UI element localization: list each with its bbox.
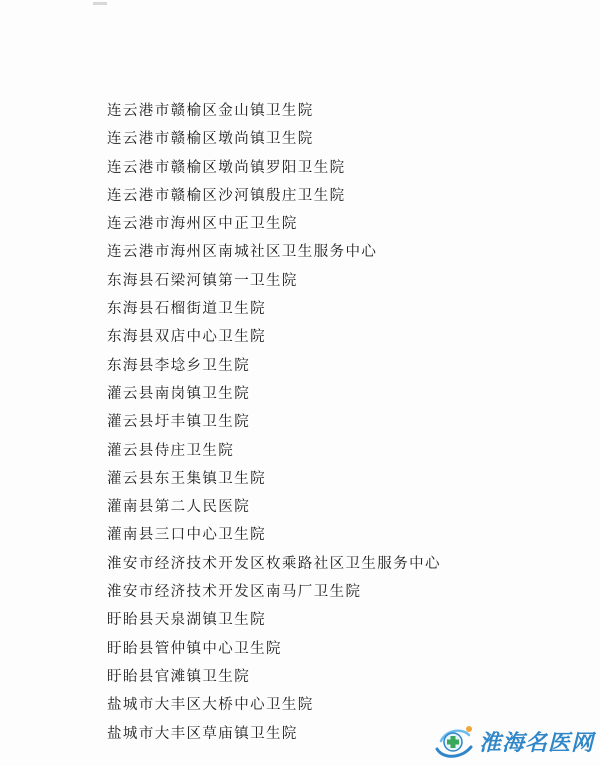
list-item: 淮安市经济技术开发区枚乘路社区卫生服务中心 [107, 555, 441, 572]
list-item: 东海县双店中心卫生院 [107, 329, 266, 346]
list-item: 盐城市大丰区大桥中心卫生院 [107, 697, 314, 714]
scan-mark [93, 2, 107, 5]
list-item: 盐城市大丰区草庙镇卫生院 [107, 725, 298, 742]
list-item: 东海县石榴街道卫生院 [107, 301, 266, 318]
list-item: 灌云县圩丰镇卫生院 [107, 414, 251, 431]
list-item: 盱眙县管仲镇中心卫生院 [107, 640, 282, 657]
list-item: 盱眙县官滩镇卫生院 [107, 668, 251, 685]
list-item: 东海县李埝乡卫生院 [107, 357, 251, 374]
watermark [431, 721, 594, 761]
list-item: 灌云县侍庄卫生院 [107, 442, 235, 459]
hospital-list [107, 97, 441, 748]
list-item: 灌南县三口中心卫生院 [107, 527, 266, 544]
list-item: 连云港市海州区中正卫生院 [107, 216, 298, 233]
list-item: 连云港市赣榆区墩尚镇卫生院 [107, 131, 314, 148]
list-item: 盱眙县天泉湖镇卫生院 [107, 612, 266, 629]
medical-cross-logo-icon [431, 721, 477, 761]
list-item: 连云港市赣榆区沙河镇殷庄卫生院 [107, 187, 346, 204]
watermark-text: 淮海名医网 [478, 729, 594, 756]
list-item: 灌云县南岗镇卫生院 [107, 385, 251, 402]
list-item: 连云港市赣榆区墩尚镇罗阳卫生院 [107, 159, 346, 176]
list-item: 连云港市赣榆区金山镇卫生院 [107, 103, 314, 119]
list-item: 东海县石梁河镇第一卫生院 [107, 272, 298, 289]
list-item: 灌云县东王集镇卫生院 [107, 470, 266, 487]
list-item: 淮安市经济技术开发区南马厂卫生院 [107, 584, 362, 601]
list-item: 灌南县第二人民医院 [107, 499, 251, 516]
list-item: 连云港市海州区南城社区卫生服务中心 [107, 244, 378, 261]
